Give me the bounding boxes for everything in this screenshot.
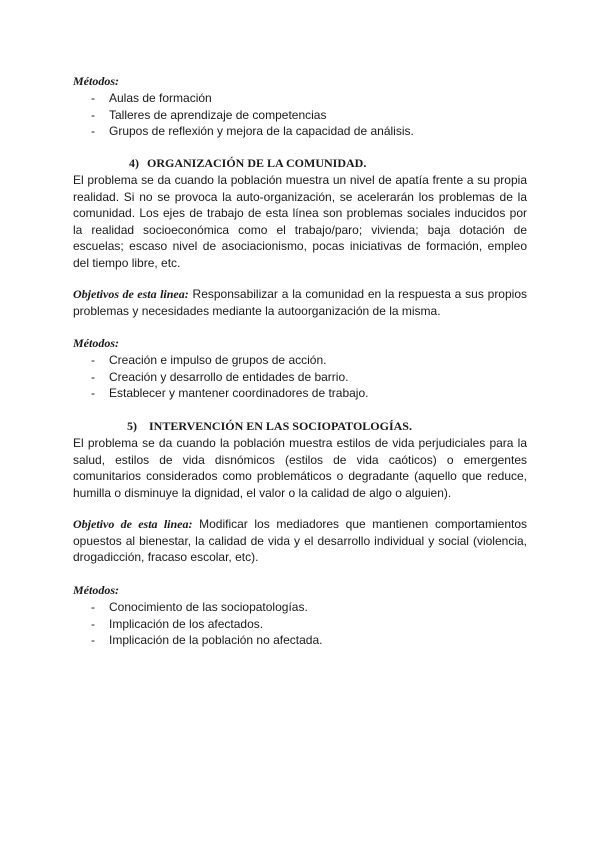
section-4-objective	[73, 286, 527, 319]
methods-list	[73, 599, 527, 649]
list-item: - Aulas de formación	[91, 91, 212, 105]
methods-list	[73, 352, 527, 402]
list-item: - Creación e impulso de grupos de acción.	[91, 353, 327, 367]
list-item: - Grupos de reflexión y mejora de la capacidad de análisis.	[91, 124, 414, 138]
objective-text: Modificar los mediadores que mantienen comportamientos opuestos al bienestar, la calidad de vida y el desarrollo individual y social (violencia, drogadicción, fracaso escolar, etc).	[73, 517, 527, 565]
section-4-paragraph: El problema se da cuando la población muestra un nivel de apatía frente a su propia realidad. Si no se provoca la auto-organización, se acelerarán los problemas de la comunidad. Los ejes de trabajo de esta línea son problemas sociales inducidos por la realidad socioeconómica como el trabajo/paro; vivienda; baja dotación de escuelas; escaso nivel de asociacionismo, pocas iniciativas de formación, empleo del tiempo libre, etc.	[73, 173, 527, 270]
objective-label: Objetivo de esta linea:	[73, 517, 193, 531]
list-item: - Creación y desarrollo de entidades de barrio.	[91, 369, 349, 384]
methods-list	[73, 90, 527, 140]
list-item: - Implicación de los afectados.	[91, 616, 264, 631]
section-heading-4	[73, 155, 527, 171]
methods-label: Métodos:	[73, 583, 119, 597]
methods-block-a	[73, 73, 527, 140]
section-number: 4)	[129, 156, 139, 170]
list-item: - Talleres de aprendizaje de competencias	[91, 107, 327, 122]
list-item: - Conocimiento de las sociopatologías.	[91, 600, 308, 614]
objective-text: Responsabilizar a la comunidad en la respuesta a sus propios problemas y necesidades mediante la autoorganización de la misma.	[73, 287, 527, 318]
list-item: - Implicación de la población no afectada.	[91, 633, 323, 647]
methods-label: Métodos:	[73, 336, 119, 350]
section-5-paragraph: El problema se da cuando la población muestra estilos de vida perjudiciales para la salud, estilos de vida disnómicos (estilos de vida caóticos) o emergentes comunitarios considerados como problemáticos o degradante (aquello que reduce, humilla o disminuye la dignidad, el valor o la calidad de algo o alguien).	[73, 436, 527, 500]
objective-label: Objetivos de esta linea:	[73, 287, 189, 301]
section-5-objective	[73, 516, 527, 566]
section-title: INTERVENCIÓN EN LAS SOCIOPATOLOGÍAS.	[149, 419, 412, 433]
methods-label: Métodos:	[73, 74, 119, 88]
section-number: 5)	[127, 419, 137, 433]
section-title: ORGANIZACIÓN DE LA COMUNIDAD.	[147, 156, 367, 170]
list-item: - Establecer y mantener coordinadores de trabajo.	[91, 386, 369, 400]
section-heading-5	[73, 418, 527, 434]
methods-block-4	[73, 335, 527, 402]
methods-block-5	[73, 582, 527, 649]
